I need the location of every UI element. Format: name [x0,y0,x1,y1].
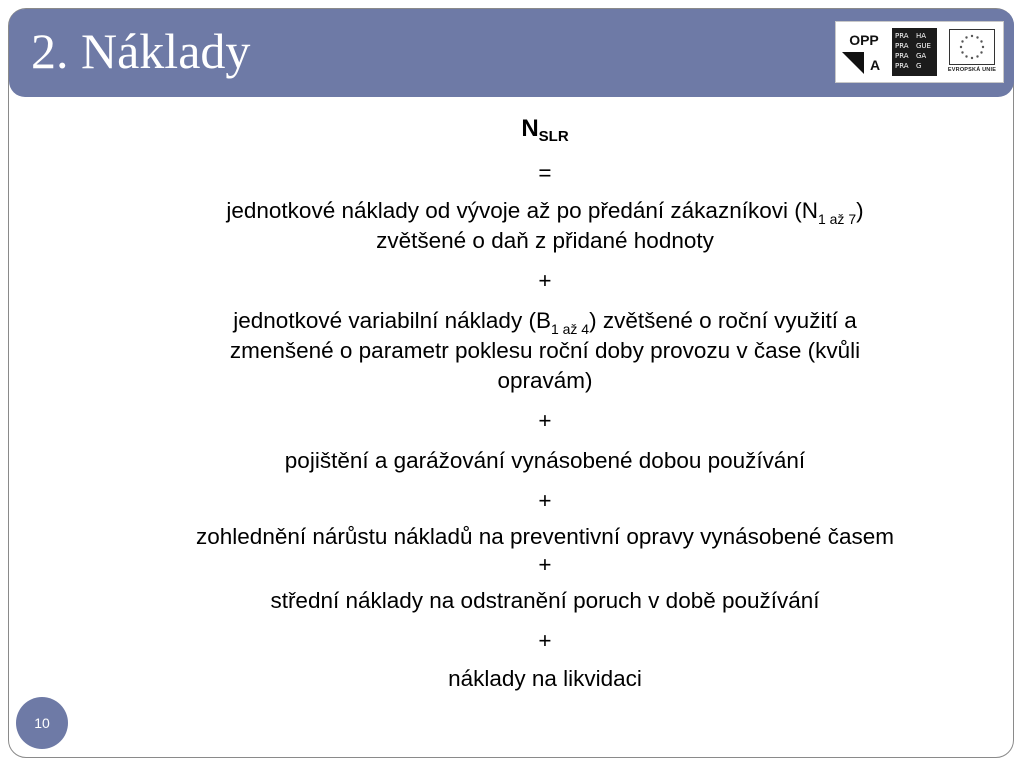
term-2 [60,306,1024,336]
term-2-line-2: zmenšené o parametr poklesu roční doby provozu v čase (kvůli [229,338,861,363]
praha-cell: GA [916,52,927,60]
plus-sign: + [538,408,552,433]
symbol-subscript: SLR [538,128,569,145]
term-1 [60,196,1024,226]
praha-cell: G [916,62,922,70]
plus-sign: + [538,268,552,293]
praha-cell: GUE [916,42,931,50]
slide-title: 2. Náklady [31,23,251,79]
plus-sign: + [538,628,552,653]
opp-logo [842,28,886,76]
term-2-line-3: opravám) [497,368,593,393]
praha-cell: PRA [895,52,909,60]
term-1-close: ) [856,198,864,223]
term-1-text: jednotkové náklady od vývoje až po předání zákazníkovi (N [226,198,818,223]
praha-logo [892,28,937,76]
term-2-rest: ) zvětšené o roční využití a [589,308,857,333]
logo-strip [835,21,1004,83]
praha-cell: PRA [895,32,909,40]
plus-sign: + [538,552,552,577]
opp-text-2: A [869,57,881,73]
praha-cell: HA [916,32,927,40]
symbol-text: N [521,115,539,142]
eu-logo [947,28,997,76]
term-2-text: jednotkové variabilní náklady (B [233,308,551,333]
formula-symbol [60,114,1024,152]
term-2-subscript: 1 až 4 [550,321,590,337]
opp-text-1: OPP [849,32,879,48]
equals-sign: = [538,160,552,185]
plus-sign: + [538,488,552,513]
term-4: zohlednění nárůstu nákladů na preventivní opravy vynásobené časem [196,524,894,549]
praha-cell: PRA [895,62,909,70]
term-6: náklady na likvidaci [448,666,642,691]
term-1-line-2: zvětšené o daň z přidané hodnoty [376,228,714,253]
term-5: střední náklady na odstranění poruch v době používání [270,588,820,613]
term-3: pojištění a garážování vynásobené dobou používání [284,448,806,473]
formula-body [60,110,1024,694]
praha-cell: PRA [895,42,909,50]
slide-number: 10 [16,697,68,749]
eu-flag-icon [949,29,995,65]
term-1-subscript: 1 až 7 [817,211,857,227]
eu-label: EVROPSKÁ UNIE [947,67,997,73]
